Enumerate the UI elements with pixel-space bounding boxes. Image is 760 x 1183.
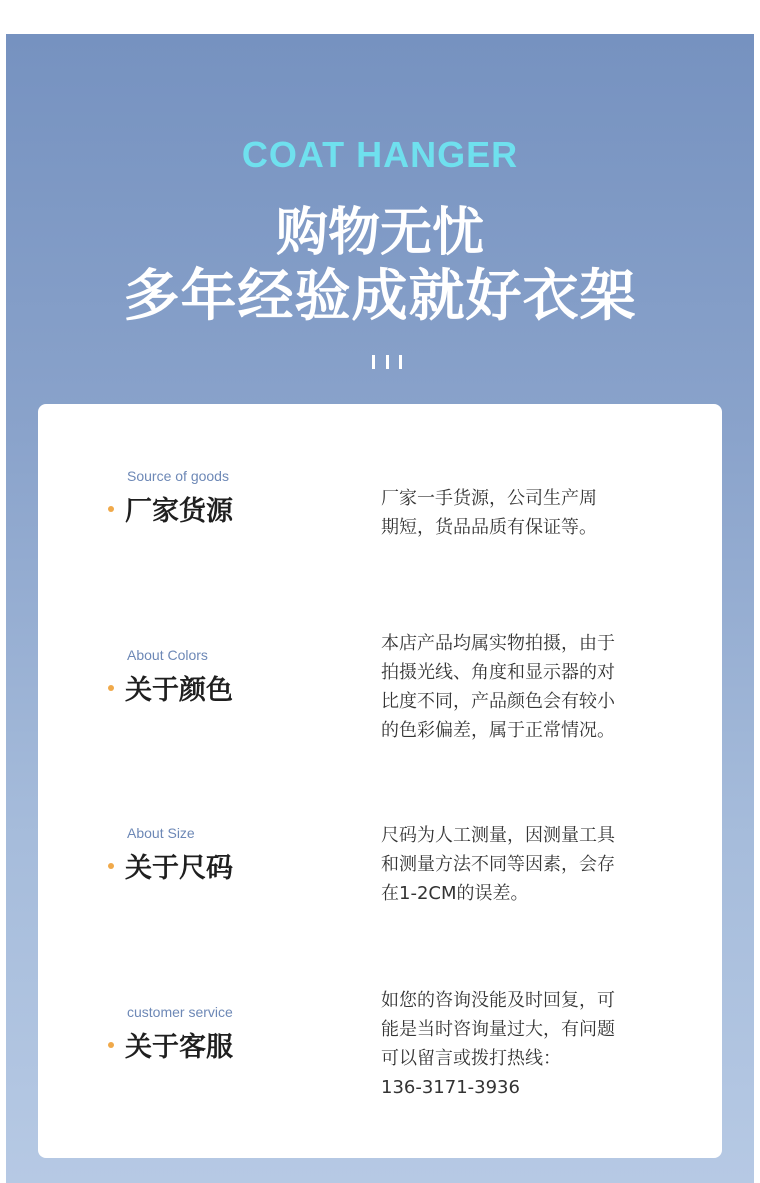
headline-line-1: 购物无忧 (275, 203, 484, 263)
headline-line-2: 多年经验成就好衣架 (123, 264, 637, 329)
info-card (38, 404, 722, 1158)
section-description (381, 629, 681, 745)
description-line: 比度不同，产品颜色会有较小 (381, 691, 615, 712)
description-line: 尺码为人工测量，因测量工具 (381, 825, 615, 846)
divider-bar (386, 355, 389, 369)
bullet-dot-icon (108, 506, 114, 512)
divider-bar (372, 355, 375, 369)
description-line: 厂家一手货源，公司生产周 (381, 488, 597, 509)
section-label-en: About Size (127, 825, 195, 841)
description-line: 的色彩偏差，属于正常情况。 (381, 720, 615, 741)
section-label-zh (108, 489, 233, 528)
hotline-number: 136-3171-3936 (381, 1077, 520, 1098)
description-line: 在1-2CM的误差。 (381, 883, 529, 904)
section-label-en: Source of goods (127, 468, 229, 484)
section-label-en: About Colors (127, 647, 208, 663)
section-title: 关于颜色 (125, 675, 233, 706)
description-line: 拍摄光线、角度和显示器的对 (381, 662, 615, 683)
description-line: 本店产品均属实物拍摄，由于 (381, 633, 615, 654)
section-title: 关于客服 (125, 1032, 233, 1063)
section-title: 关于尺码 (125, 853, 233, 884)
section-title: 厂家货源 (125, 496, 233, 527)
section-description (381, 986, 681, 1102)
bullet-dot-icon (108, 1042, 114, 1048)
section-label-zh (108, 1025, 233, 1064)
description-line: 可以留言或拨打热线： (381, 1048, 561, 1069)
description-line: 能是当时咨询量过大，有问题 (381, 1019, 615, 1040)
bullet-dot-icon (108, 685, 114, 691)
eyebrow-title: COAT HANGER (241, 134, 519, 175)
description-line: 期短，货品品质有保证等。 (381, 517, 597, 538)
divider-bar (399, 355, 402, 369)
description-line: 如您的咨询没能及时回复，可 (381, 990, 615, 1011)
section-label-zh (108, 846, 233, 885)
headline (6, 202, 754, 330)
section-label-zh (108, 668, 233, 707)
divider-bars (372, 355, 402, 369)
section-description (381, 821, 681, 908)
section-label-en: customer service (127, 1004, 233, 1020)
section-description (381, 484, 681, 542)
description-line: 和测量方法不同等因素，会存 (381, 854, 615, 875)
bullet-dot-icon (108, 863, 114, 869)
